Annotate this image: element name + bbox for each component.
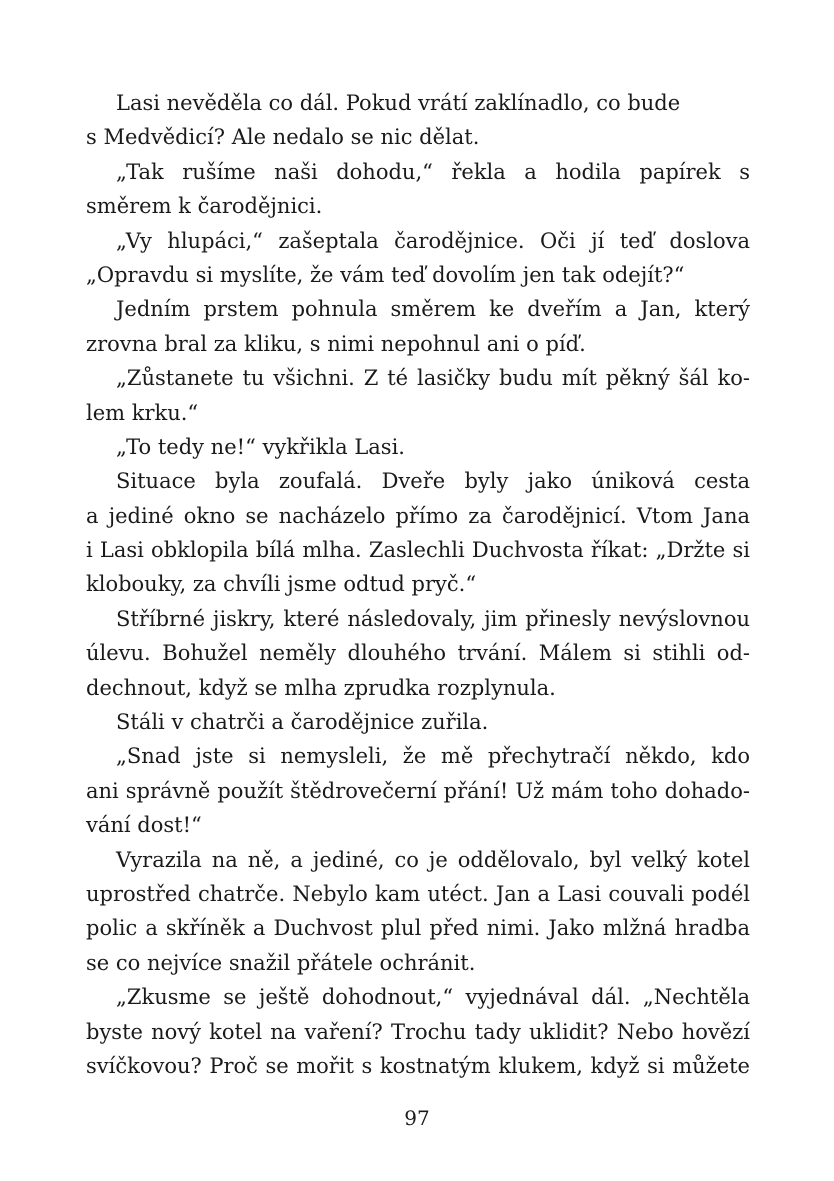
text-line: „To tedy ne!“ vykřikla Lasi.	[116, 434, 405, 459]
page-number: 97	[404, 1106, 430, 1130]
text-line: ani správně použít štědrovečerní přání! Už mám toho dohado-	[86, 778, 750, 803]
text-line: lem krku.“	[86, 400, 199, 425]
text-line: „Snad jste si nemysleli, že mě přechytračí někdo, kdo	[116, 744, 750, 769]
text-line: s Medvědicí? Ale nedalo se nic dělat.	[86, 125, 480, 150]
text-line: „Tak rušíme naši dohodu,“ řekla a hodila papírek s	[116, 159, 750, 184]
text-line: klobouky, za chvíli jsme odtud pryč.“	[86, 572, 477, 597]
text-line: Lasi nevěděla co dál. Pokud vrátí zaklínadlo, co bude	[116, 91, 681, 115]
text-line: Vyrazila na ně, a jediné, co je oddělovalo, byl velký kotel	[116, 847, 750, 872]
text-line: byste nový kotel na vaření? Trochu tady uklidit? Nebo hovězí	[86, 1019, 750, 1044]
text-line: směrem k čarodějnici.	[86, 194, 323, 219]
text-line: i Lasi obklopila bílá mlha. Zaslechli Duchvosta říkat: „Držte si	[86, 538, 750, 563]
page-body	[86, 86, 750, 1083]
text-line: Situace byla zoufalá. Dveře byly jako úniková cesta	[116, 469, 750, 494]
text-line: polic a skříněk a Duchvost plul před nimi. Jako mlžná hradba	[86, 916, 750, 941]
text-line: uprostřed chatrče. Nebylo kam utéct. Jan a Lasi couvali podél	[86, 881, 750, 906]
text-line: a jediné okno se nacházelo přímo za čarodějnicí. Vtom Jana	[86, 503, 750, 528]
text-line: Stáli v chatrči a čarodějnice zuřila.	[116, 710, 489, 735]
text-line: se co nejvíce snažil přátele ochránit.	[86, 950, 476, 975]
text-line: dechnout, když se mlha zprudka rozplynula.	[86, 675, 556, 700]
text-line: „Zůstanete tu všichni. Z té lasičky budu mít pěkný šál ko-	[116, 366, 750, 391]
text-line: vání dost!“	[86, 813, 202, 838]
text-line: svíčkovou? Proč se mořit s kostnatým klukem, když si můžete	[86, 1053, 750, 1078]
text-line: „Vy hlupáci,“ zašeptala čarodějnice. Oči jí teď doslova	[116, 228, 750, 253]
text-line: Jedním prstem pohnula směrem ke dveřím a Jan, který	[116, 297, 750, 322]
text-line: „Opravdu si myslíte, že vám teď dovolím jen tak odejít?“	[86, 262, 685, 287]
text-line: úlevu. Bohužel neměly dlouhého trvání. Málem si stihli od-	[86, 641, 750, 666]
text-line: „Zkusme se ještě dohodnout,“ vyjednával dál. „Nechtěla	[116, 985, 750, 1010]
text-line: Stříbrné jiskry, které následovaly, jim přinesly nevýslovnou	[116, 606, 750, 631]
text-line: zrovna bral za kliku, s nimi nepohnul ani o píď.	[86, 331, 586, 356]
